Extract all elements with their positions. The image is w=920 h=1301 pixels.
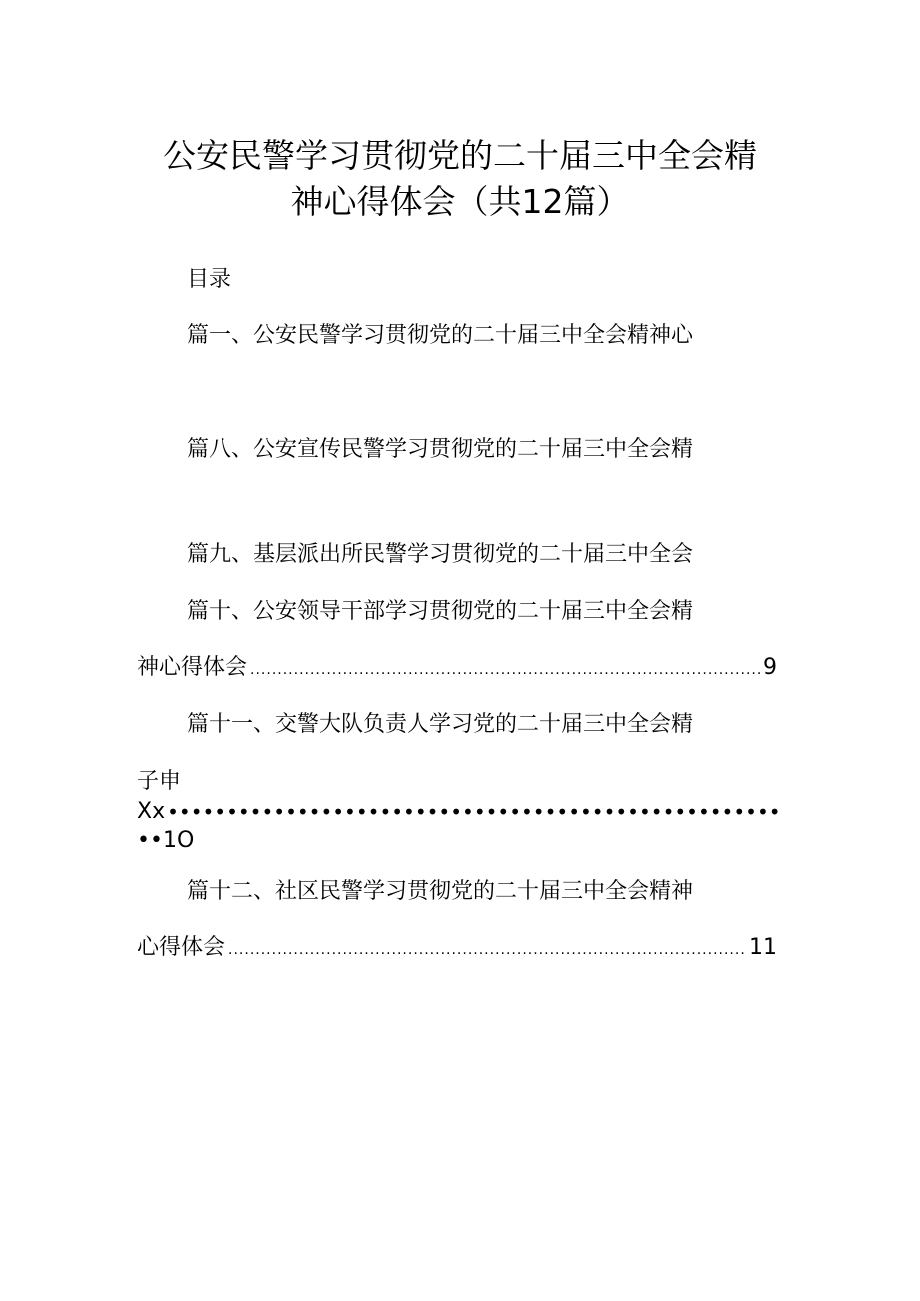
document-title-line-1: 公安民警学习贯彻党的二十届三中全会精 — [163, 136, 757, 175]
toc-entry-10-continuation-text: 神心得体会 — [137, 655, 248, 680]
dot-leader — [228, 935, 746, 965]
bullet-leader — [167, 797, 782, 827]
toc-entry-10-continuation — [137, 653, 777, 683]
document-title-line-2: 神心得体会（共12篇） — [290, 182, 630, 221]
toc-entry-10-page: 9 — [763, 655, 777, 680]
toc-entry-1: 篇一、公安民警学习贯彻党的二十届三中全会精神心 — [187, 323, 694, 348]
toc-entry-12-continuation-text: 心得体会 — [137, 935, 226, 960]
toc-entry-11-continuation: 子申 — [137, 769, 182, 794]
toc-heading: 目录 — [187, 267, 232, 292]
dot-leader — [250, 655, 760, 685]
toc-entry-8: 篇八、公安宣传民警学习贯彻党的二十届三中全会精 — [187, 437, 694, 462]
toc-entry-9: 篇九、基层派出所民警学习贯彻党的二十届三中全会 — [187, 542, 694, 567]
toc-entry-10: 篇十、公安领导干部学习贯彻党的二十届三中全会精 — [187, 599, 694, 624]
toc-entry-11-dots-lead: Xx — [137, 799, 166, 824]
toc-entry-12-continuation — [137, 933, 777, 963]
toc-entry-12: 篇十二、社区民警学习贯彻党的二十届三中全会精神 — [187, 879, 694, 904]
toc-entry-11-page: ••1O — [137, 828, 195, 853]
toc-entry-11: 篇十一、交警大队负责人学习党的二十届三中全会精 — [187, 712, 694, 737]
toc-entry-11-dot-leader-row — [137, 797, 782, 827]
toc-entry-12-page: 11 — [749, 935, 777, 960]
